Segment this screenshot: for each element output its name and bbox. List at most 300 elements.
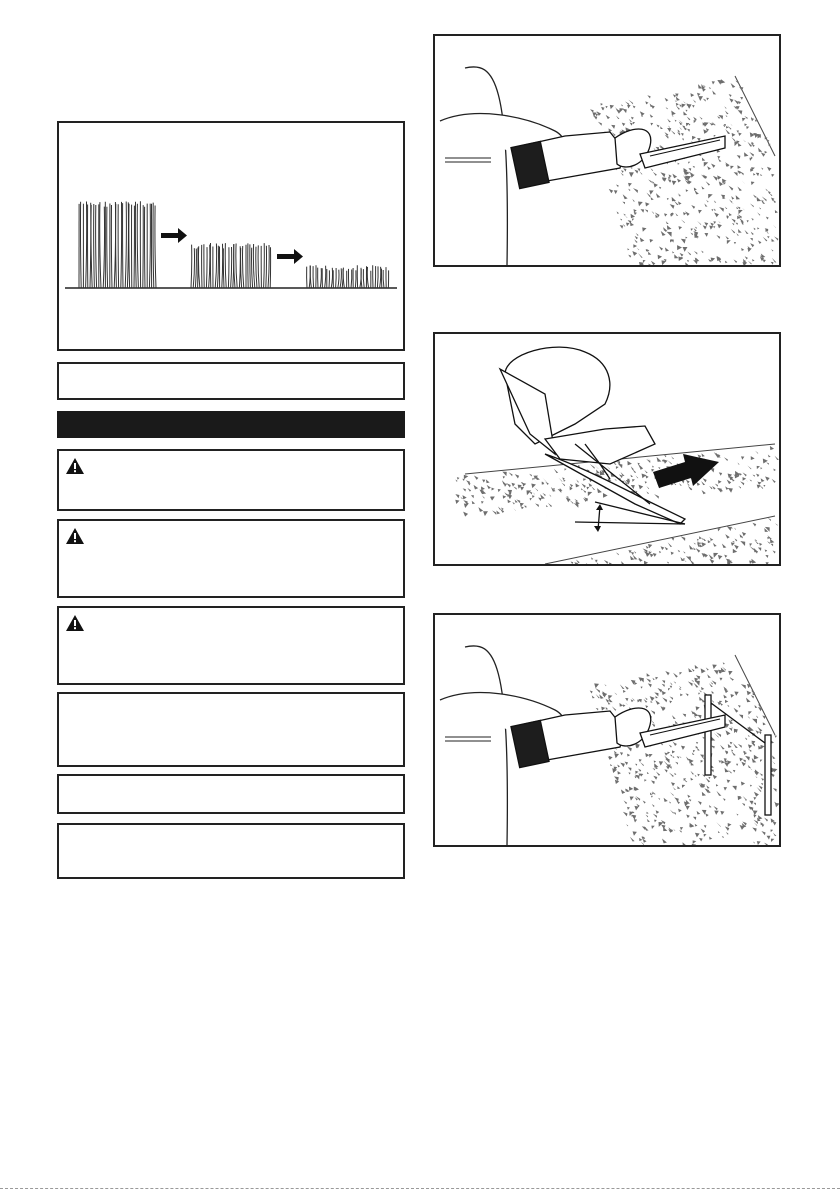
grass-blade: [343, 268, 344, 288]
lawn-speck: [554, 469, 558, 473]
lawn-speck: [515, 474, 519, 478]
lawn-speck: [747, 465, 751, 469]
grass-blade: [91, 205, 92, 288]
lawn-speck: [504, 484, 507, 487]
grass-blade: [264, 243, 265, 288]
lawn-speck: [534, 488, 538, 492]
lawn-speck: [513, 508, 515, 510]
lawn-speck: [671, 456, 674, 459]
lawn-speck: [627, 461, 631, 465]
grass-blade: [135, 202, 136, 288]
lawn-speck: [654, 494, 659, 499]
lawn-speck: [496, 510, 500, 514]
right-arrow-icon: [653, 454, 719, 488]
lawn-texture: [455, 446, 779, 564]
lawn-speck: [765, 555, 768, 558]
lawn-speck: [563, 480, 565, 482]
lawn-speck: [646, 486, 649, 489]
lawn-speck: [644, 561, 648, 564]
grass-blade: [331, 268, 332, 288]
lawn-speck: [740, 534, 743, 537]
grass-blade: [380, 267, 381, 288]
lawn-speck: [663, 459, 667, 463]
lawn-speck: [715, 484, 718, 487]
lawn-speck: [638, 485, 643, 490]
lawn-speck: [586, 563, 589, 564]
lawn-speck: [734, 528, 736, 530]
shear-angle-figure: [433, 332, 781, 566]
lawn-speck: [478, 507, 483, 512]
lawn-speck: [671, 552, 674, 555]
lawn-speck: [740, 481, 744, 485]
lawn-speck: [740, 541, 745, 546]
trimming-along-fence-figure: [433, 613, 781, 847]
lawn-speck: [561, 483, 565, 487]
grass-blade: [231, 247, 232, 288]
lawn-speck: [591, 486, 595, 490]
lawn-speck: [733, 549, 737, 553]
lawn-speck: [463, 512, 468, 517]
lawn-speck: [483, 511, 488, 516]
lawn-speck: [502, 472, 506, 476]
tall-grass: [79, 201, 156, 288]
grass-blade: [193, 248, 194, 288]
lawn-speck: [549, 494, 551, 496]
lawn-speck: [651, 469, 654, 472]
lawn-speck: [462, 495, 466, 499]
person-body: [465, 646, 507, 845]
lawn-speck: [703, 478, 707, 482]
lawn-speck: [664, 455, 667, 458]
lawn-speck: [681, 536, 686, 541]
lawn-speck: [754, 548, 758, 552]
lawn-speck: [501, 508, 504, 511]
lawn-speck: [665, 547, 668, 550]
lawn-speck: [743, 477, 747, 481]
lawn-area: [585, 76, 775, 265]
lawn-speck: [773, 550, 776, 553]
lawn-speck: [603, 493, 608, 498]
lawn-speck: [597, 488, 602, 493]
lawn-speck: [759, 543, 762, 546]
lawn-speck: [632, 479, 635, 482]
lawn-speck: [765, 550, 768, 553]
lawn-speck: [481, 501, 484, 504]
grass-blade: [383, 270, 384, 288]
lawn-speck: [755, 451, 758, 454]
grass-blade: [367, 267, 368, 288]
lawn-speck: [504, 492, 507, 495]
lawn-speck: [542, 493, 545, 496]
lawn-speck: [628, 550, 631, 553]
lawn-speck: [590, 464, 595, 469]
lawn-speck: [772, 479, 776, 483]
grass-blade: [222, 244, 223, 288]
lawn-speck: [507, 494, 512, 499]
lawn-speck: [750, 480, 752, 482]
lawn-speck: [474, 485, 479, 490]
warning-triangle-icon: [65, 527, 85, 545]
grass-blade: [336, 268, 337, 288]
lawn-speck: [548, 503, 552, 507]
lawn-speck: [631, 466, 634, 469]
lawn-speck: [460, 496, 463, 499]
lawn-speck: [455, 479, 457, 481]
lawn-speck: [725, 534, 730, 539]
grass-blade: [121, 202, 122, 288]
lawn-speck: [571, 561, 574, 564]
grass-blade: [80, 202, 81, 288]
lawn-speck: [455, 500, 459, 504]
lawn-speck: [542, 482, 545, 485]
lawn-speck: [657, 457, 662, 462]
lawn-speck: [511, 483, 515, 487]
lawn-speck: [569, 500, 573, 504]
lawn-speck: [545, 482, 548, 485]
lawn-speck: [512, 502, 514, 504]
warning-box-2: [57, 519, 405, 598]
lawn-speck: [767, 541, 770, 544]
lawn-speck: [749, 546, 754, 551]
lawn-speck: [667, 562, 669, 564]
grass-blade: [86, 202, 87, 289]
grass-blade: [236, 244, 237, 289]
grass-blade: [195, 249, 196, 288]
grass-blade: [116, 204, 117, 288]
grass-blade: [253, 244, 254, 288]
warning-box-3: [57, 606, 405, 685]
grass-blade: [325, 266, 326, 288]
grass-blade: [250, 244, 251, 288]
lawn-speck: [529, 474, 532, 477]
grass-blade: [127, 202, 128, 288]
lawn-speck: [530, 498, 532, 500]
lawn-speck: [546, 505, 548, 507]
lawn-speck: [533, 492, 535, 494]
lawn-speck: [702, 542, 707, 547]
grass-blade: [320, 268, 321, 288]
lawn-speck: [678, 550, 680, 552]
lawn-speck: [702, 538, 704, 540]
grass-blade: [107, 207, 108, 288]
lawn-speck: [775, 523, 778, 526]
lawn-speck: [575, 483, 579, 487]
lawn-speck: [693, 547, 696, 550]
lawn-speck: [498, 489, 501, 492]
lawn-speck: [702, 490, 706, 494]
lawn-speck: [513, 486, 516, 489]
lawn-speck: [581, 483, 585, 487]
lawn-speck: [667, 460, 671, 464]
lawn-speck: [591, 557, 593, 559]
lawn-speck: [699, 536, 702, 539]
lawn-speck: [520, 486, 524, 490]
section-heading-bar: [57, 411, 405, 438]
lawn-speck: [696, 548, 701, 553]
lawn-speck: [509, 472, 513, 476]
lawn-speck: [713, 543, 717, 547]
lawn-speck: [738, 486, 741, 489]
grass-blade: [206, 247, 207, 288]
grass-blade: [191, 245, 192, 288]
lawn-speck: [532, 495, 535, 498]
lawn-speck: [616, 466, 619, 469]
lawn-speck: [587, 487, 590, 490]
lawn-speck: [751, 456, 755, 460]
lawn-speck: [735, 539, 738, 542]
grass-cutting-steps-figure: [57, 121, 405, 351]
grass-blade: [198, 246, 199, 288]
lawn-speck: [607, 466, 610, 469]
grass-blade: [96, 205, 97, 288]
lawn-speck: [482, 495, 485, 498]
grass-blade: [266, 246, 267, 288]
lawn-speck: [773, 468, 776, 471]
lawn-speck: [583, 490, 586, 493]
notice-box-3: [57, 823, 405, 879]
lawn-speck: [482, 479, 485, 482]
grass-blade: [125, 202, 126, 289]
lawn-speck: [589, 483, 593, 487]
lawn-speck: [659, 551, 661, 553]
lawn-speck: [650, 553, 654, 557]
notice-box-2: [57, 774, 405, 814]
lawn-speck: [722, 543, 727, 548]
page-bottom-edge: [0, 1188, 840, 1189]
grass-blade: [338, 270, 339, 288]
right-arrow-icon: [277, 249, 303, 264]
lawn-speck: [775, 210, 778, 213]
lawn-speck: [646, 459, 650, 463]
lawn-speck: [463, 488, 466, 491]
lawn-speck: [718, 555, 723, 560]
lawn-speck: [471, 495, 474, 498]
lawn-speck: [701, 453, 704, 456]
lawn-speck: [753, 475, 755, 477]
lawn-speck: [630, 475, 633, 478]
lawn-speck: [661, 546, 665, 550]
lawn-speck: [467, 488, 471, 492]
lawn-speck: [574, 562, 578, 564]
lawn-speck: [709, 486, 712, 489]
lawn-speck: [696, 482, 700, 486]
trimmer-along-fence-illustration: [435, 615, 779, 845]
grass-blade: [100, 202, 101, 288]
grass-blade: [111, 205, 112, 288]
lawn-speck: [522, 483, 526, 487]
lawn-speck: [768, 518, 771, 521]
lawn-speck: [631, 552, 634, 555]
grass-blade: [310, 266, 311, 289]
lawn-speck: [742, 532, 746, 536]
lawn-speck: [727, 480, 732, 485]
lawn-speck: [457, 477, 460, 480]
lawn-speck: [728, 488, 733, 493]
lawn-speck: [531, 484, 536, 489]
lawn-speck: [503, 495, 507, 499]
lawn-speck: [535, 503, 539, 507]
grass-blade: [155, 206, 156, 289]
lawn-speck: [741, 456, 744, 459]
lawn-speck: [632, 469, 636, 473]
lawn-speck: [464, 475, 468, 479]
lawn-speck: [713, 553, 718, 558]
lawn-speck: [697, 539, 699, 541]
lawn-speck: [766, 462, 769, 465]
right-arrow-icon: [161, 228, 187, 243]
grass-blade: [243, 246, 244, 288]
warning-triangle-icon: [65, 457, 85, 475]
person-body: [465, 67, 507, 265]
lawn-speck: [719, 472, 722, 475]
lawn-speck: [754, 539, 759, 544]
lawn-speck: [576, 559, 580, 563]
lawn-speck: [618, 464, 623, 469]
lawn-speck: [689, 545, 694, 550]
lawn-speck: [564, 468, 566, 470]
lawn-speck: [652, 466, 654, 468]
lawn-speck: [594, 464, 598, 468]
lawn-speck: [766, 562, 769, 564]
lawn-speck: [538, 498, 542, 502]
lawn-speck: [645, 475, 648, 478]
lawn-speck: [701, 481, 705, 485]
lawn-speck: [537, 477, 540, 480]
grass-blade: [234, 244, 235, 288]
lawn-speck: [737, 462, 739, 464]
lawn-speck: [645, 481, 647, 483]
lawn-speck: [520, 503, 524, 507]
lawn-speck: [765, 476, 770, 481]
lawn-speck: [646, 546, 649, 549]
warning-box-1: [57, 449, 405, 511]
lawn-speck: [596, 562, 600, 564]
grass-blade: [252, 248, 253, 288]
grass-blade: [149, 204, 150, 288]
lawn-speck: [551, 487, 556, 492]
grass-blade: [363, 269, 364, 288]
lawn-speck: [524, 506, 527, 509]
lawn-speck: [576, 479, 579, 482]
grass-stages-illustration: [59, 123, 403, 349]
lawn-speck: [761, 478, 765, 482]
lawn-speck: [570, 484, 573, 487]
lawn-speck: [759, 482, 762, 485]
lawn-speck: [621, 561, 625, 564]
lawn-speck: [644, 470, 647, 473]
medium-grass: [191, 243, 271, 288]
lawn-speck: [734, 545, 739, 550]
lawn-speck: [770, 446, 774, 450]
lawn-speck: [757, 466, 760, 469]
lawn-speck: [614, 479, 616, 481]
lawn-speck: [763, 485, 765, 487]
lawn-speck: [472, 501, 475, 504]
lawn-speck: [596, 469, 600, 473]
lawn-speck: [771, 544, 774, 547]
short-grass: [307, 265, 389, 288]
lawn-speck: [709, 559, 714, 564]
lawn-speck: [455, 494, 459, 498]
lawn-speck: [609, 563, 612, 564]
grass-blade: [241, 248, 242, 288]
lawn-speck: [768, 454, 771, 457]
lawn-speck: [683, 551, 685, 553]
grass-blade: [215, 244, 216, 289]
trimmer-on-lawn-illustration: [435, 36, 779, 265]
lawn-speck: [752, 523, 756, 527]
lawn-speck: [521, 506, 524, 509]
lawn-speck: [757, 485, 761, 489]
shear-angle-illustration: [435, 334, 779, 564]
lawn-speck: [604, 560, 608, 564]
grass-blade: [377, 266, 378, 288]
lawn-speck: [507, 499, 511, 503]
lawn-speck: [532, 478, 534, 480]
lawn-speck: [559, 478, 563, 482]
lawn-speck: [498, 507, 501, 510]
notice-box-1: [57, 692, 405, 767]
grass-blade: [217, 246, 218, 288]
grass-blade: [313, 266, 314, 288]
grass-blade: [225, 243, 226, 288]
lawn-speck: [616, 552, 619, 555]
lawn-speck: [710, 538, 713, 541]
lawn-speck: [474, 475, 478, 479]
lawn-speck: [743, 472, 747, 476]
lawn-speck: [704, 538, 707, 541]
lawn-speck: [758, 548, 761, 551]
warning-triangle-icon: [65, 614, 85, 632]
lawn-speck: [503, 476, 506, 479]
lawn-speck: [775, 456, 779, 460]
lawn-speck: [658, 467, 660, 469]
lawn-speck: [646, 491, 649, 494]
lawn-speck: [560, 488, 563, 491]
grass-blade: [94, 204, 95, 288]
lawn-speck: [635, 475, 638, 478]
lawn-speck: [487, 485, 491, 489]
lawn-speck: [638, 464, 643, 469]
lawn-speck: [756, 474, 759, 477]
lawn-speck: [755, 539, 757, 541]
lawn-speck: [492, 488, 495, 491]
grass-blade: [340, 268, 341, 288]
lawn-speck: [542, 478, 546, 482]
lawn-speck: [671, 538, 674, 541]
lawn-speck: [712, 486, 716, 490]
grass-blade: [209, 245, 210, 288]
lawn-speck: [727, 526, 732, 531]
note-box-1: [57, 362, 405, 400]
lawn-speck: [486, 479, 490, 483]
lawn-speck: [718, 480, 722, 484]
lawn-speck: [687, 483, 690, 486]
lawn-speck: [668, 542, 672, 546]
grass-blade: [103, 207, 104, 288]
grass-blade: [268, 245, 269, 288]
grass-blade: [256, 247, 257, 288]
lawn-speck: [679, 483, 682, 486]
grass-blade: [228, 247, 229, 288]
lawn-speck: [648, 544, 652, 548]
grass-blade: [223, 248, 224, 288]
lawn-speck: [562, 478, 565, 481]
grass-blade: [355, 270, 356, 288]
trimming-along-lawn-figure: [433, 34, 781, 267]
lawn-speck: [709, 554, 714, 559]
lawn-speck: [468, 483, 471, 486]
